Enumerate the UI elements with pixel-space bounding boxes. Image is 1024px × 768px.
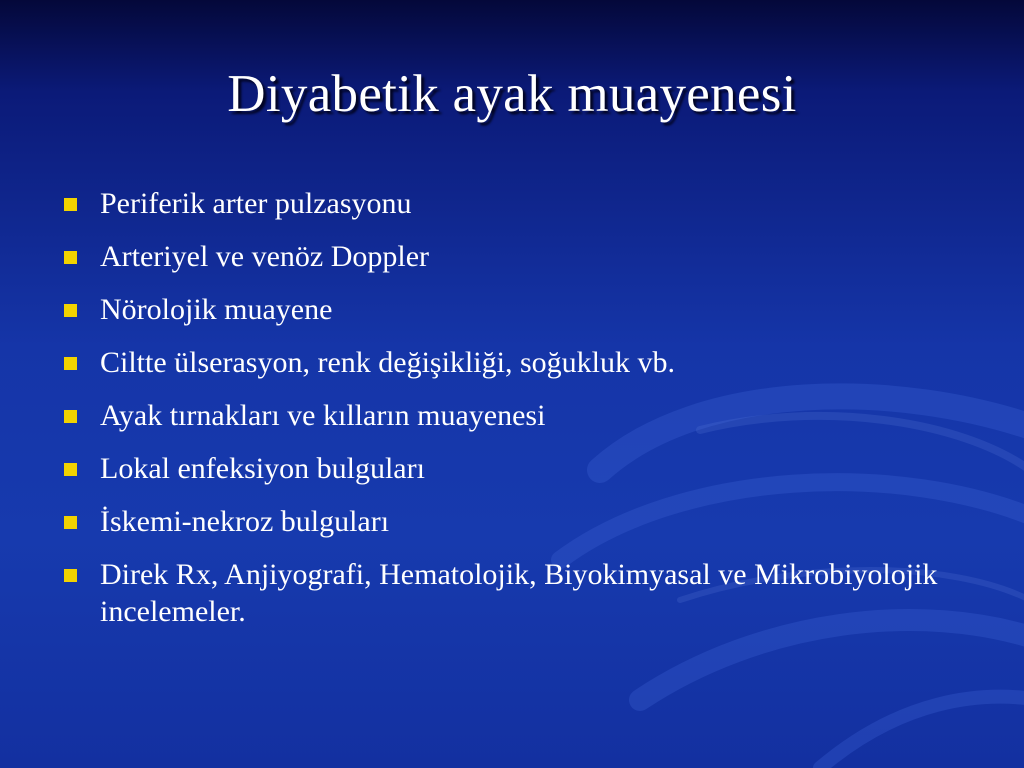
list-item <box>62 556 962 630</box>
list-item-text: Nörolojik muayene <box>100 293 333 326</box>
list-item <box>62 185 962 222</box>
square-bullet-icon <box>64 198 77 211</box>
square-bullet-icon <box>64 410 77 423</box>
list-item-text: Lokal enfeksiyon bulguları <box>100 452 425 485</box>
list-item-text: Arteriyel ve venöz Doppler <box>100 240 430 273</box>
list-item-text: Ayak tırnakları ve kılların muayenesi <box>100 399 546 432</box>
list-item <box>62 344 962 381</box>
list-item <box>62 450 962 487</box>
list-item-text: Periferik arter pulzasyonu <box>100 187 412 220</box>
square-bullet-icon <box>64 304 77 317</box>
list-item-text: İskemi-nekroz bulguları <box>100 505 390 538</box>
list-item-text: Direk Rx, Anjiyografi, Hematolojik, Biyokimyasal ve Mikrobiyolojik incelemeler. <box>100 558 938 628</box>
list-item <box>62 291 962 328</box>
list-item-text: Ciltte ülserasyon, renk değişikliği, soğukluk vb. <box>100 346 675 379</box>
list-item <box>62 397 962 434</box>
list-item <box>62 238 962 275</box>
list-item <box>62 503 962 540</box>
slide-title: Diyabetik ayak muayenesi <box>227 65 797 123</box>
square-bullet-icon <box>64 463 77 476</box>
bullet-list <box>62 185 962 630</box>
square-bullet-icon <box>64 251 77 264</box>
square-bullet-icon <box>64 569 77 582</box>
square-bullet-icon <box>64 357 77 370</box>
square-bullet-icon <box>64 516 77 529</box>
